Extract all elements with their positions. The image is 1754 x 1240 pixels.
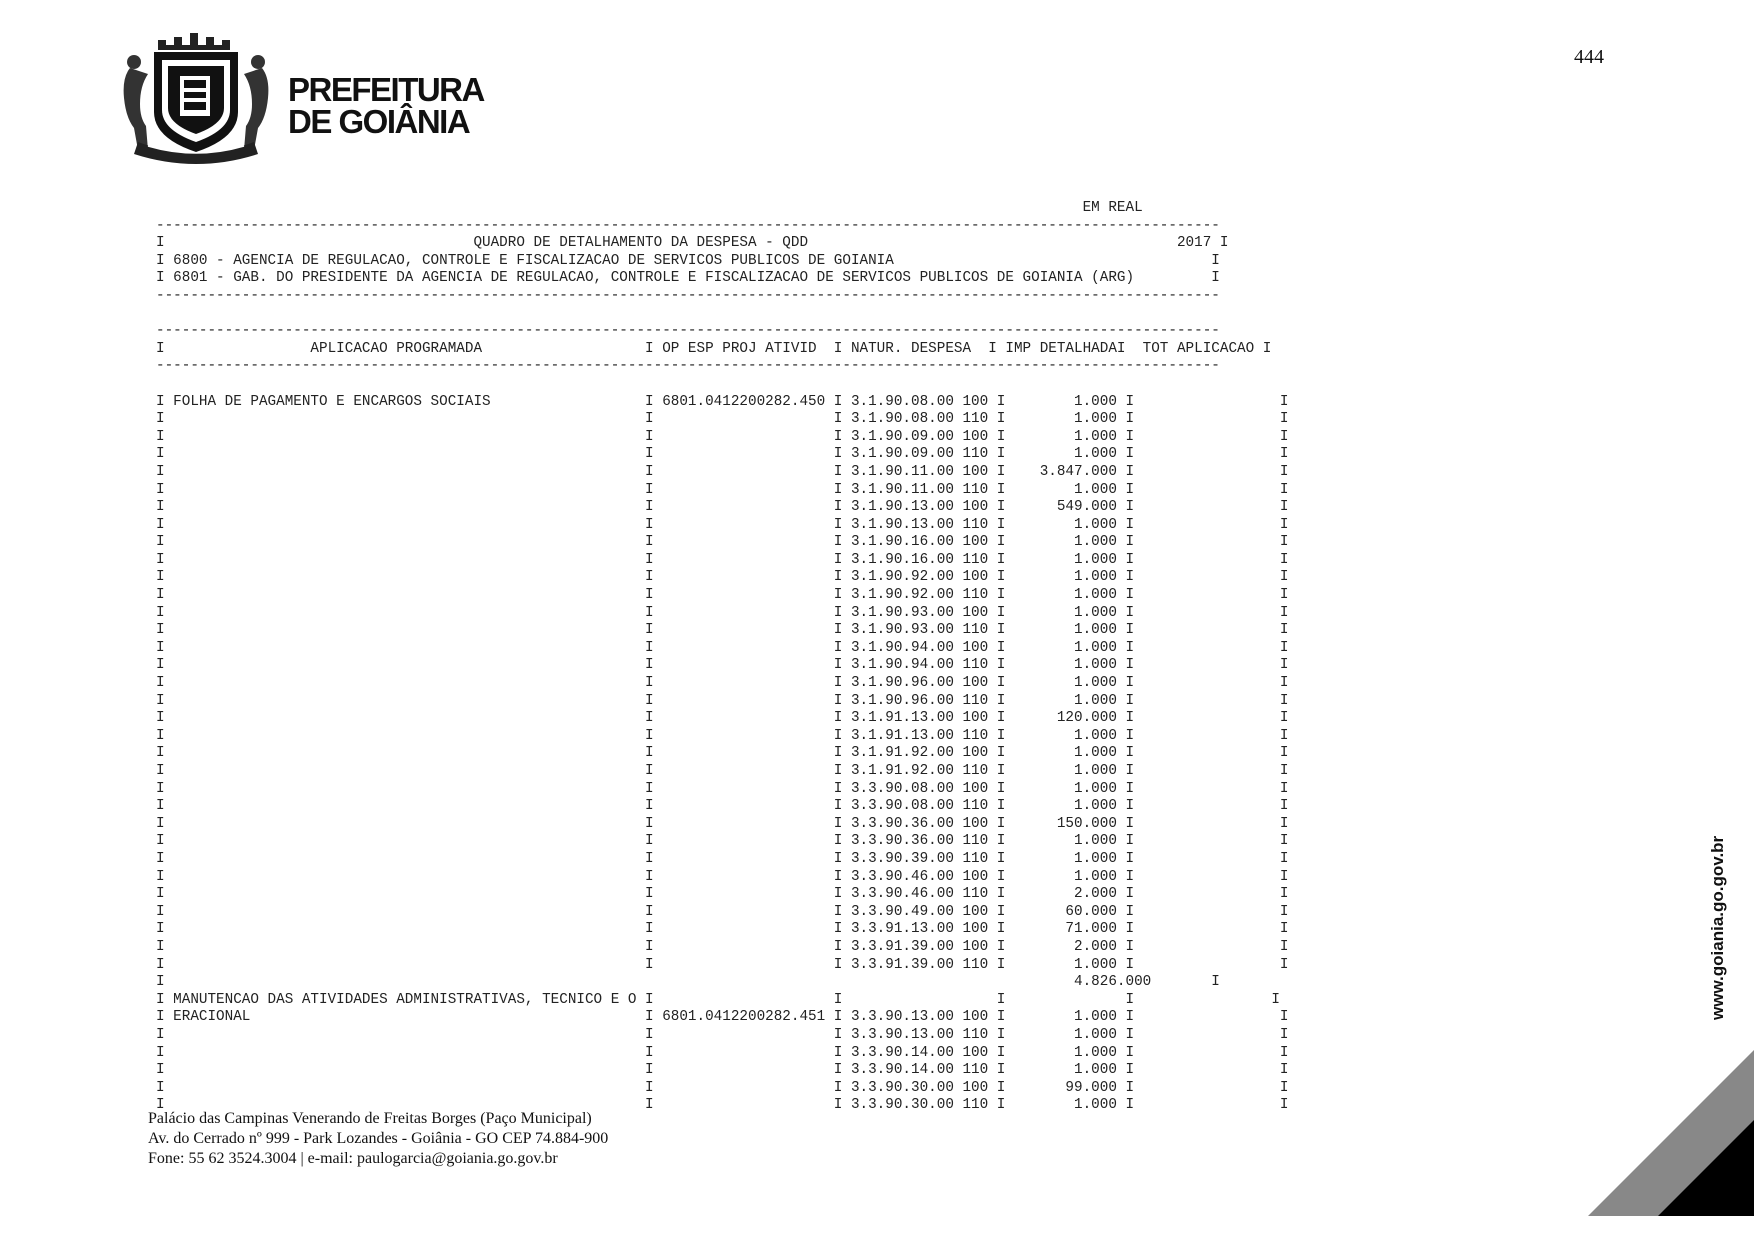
- table-row: I I I 3.1.90.92.00 100 I 1.000 I I: [156, 569, 1289, 586]
- table-row: I I I 3.1.90.13.00 100 I 549.000 I I: [156, 499, 1289, 516]
- blank: [156, 306, 1289, 324]
- report-org-line: I 6800 - AGENCIA DE REGULACAO, CONTROLE E FISCALIZACAO DE SERVICOS PUBLICOS DE GOIANIA I: [156, 252, 1220, 269]
- table-row: I I I 3.3.90.36.00 110 I 1.000 I I: [156, 833, 1289, 850]
- column-header-line: I APLICACAO PROGRAMADA I OP ESP PROJ ATIVID I NATUR. DESPESA I IMP DETALHADAI TOT APLICACAO I: [156, 340, 1272, 357]
- table-row: I I I 3.3.90.13.00 110 I 1.000 I I: [156, 1026, 1289, 1043]
- website-url: www.goiania.go.gov.br: [1708, 835, 1727, 1020]
- table-row: I FOLHA DE PAGAMENTO E ENCARGOS SOCIAIS I 6801.0412200282.450 I 3.1.90.08.00 100 I 1.000 I I: [156, 393, 1289, 410]
- page-number: 444: [1574, 46, 1604, 68]
- table-row: I I I 3.1.90.96.00 110 I 1.000 I I: [156, 692, 1289, 709]
- total-line: I 4.826.000 I: [156, 974, 1220, 991]
- table-row: I I I 3.1.90.08.00 110 I 1.000 I I: [156, 411, 1289, 428]
- table-row: I I I 3.1.90.11.00 100 I 3.847.000 I I: [156, 463, 1289, 480]
- table-row: I I I 3.3.90.39.00 110 I 1.000 I I: [156, 850, 1289, 867]
- table-row: I I I 3.3.90.49.00 100 I 60.000 I I: [156, 903, 1289, 920]
- table-row: I I I 3.1.91.92.00 110 I 1.000 I I: [156, 763, 1289, 779]
- table-row: I ERACIONAL I 6801.0412200282.451 I 3.3.90.13.00 100 I 1.000 I I: [156, 1009, 1289, 1026]
- report-title-line: I QUADRO DE DETALHAMENTO DA DESPESA - QDD 2017 I: [156, 235, 1229, 252]
- qdd-report-listing: [156, 200, 1289, 1115]
- table-row: I I I 3.1.90.09.00 100 I 1.000 I I: [156, 428, 1289, 445]
- table-row: I I I 3.3.91.39.00 110 I 1.000 I I: [156, 956, 1289, 973]
- table-row: I I I 3.1.90.13.00 110 I 1.000 I I: [156, 516, 1289, 533]
- table-row: I I I 3.1.91.13.00 110 I 1.000 I I: [156, 727, 1289, 744]
- table-row: I I I 3.1.90.93.00 110 I 1.000 I I: [156, 622, 1289, 639]
- table-row: I I I 3.3.90.08.00 100 I 1.000 I I: [156, 780, 1289, 797]
- brand-line-2: DE GOIÂNIA: [288, 103, 470, 140]
- table-row: I I I 3.3.91.39.00 100 I 2.000 I I: [156, 938, 1289, 955]
- rule: ----------------------------------------------------------------------------------------------------------------------------: [156, 358, 1220, 375]
- table-row: I I I 3.3.90.08.00 110 I 1.000 I I: [156, 798, 1289, 815]
- table-row: I I I 3.3.91.13.00 100 I 71.000 I I: [156, 921, 1289, 938]
- brand-name: [288, 71, 484, 140]
- table-row: I I I 3.1.90.93.00 100 I 1.000 I I: [156, 604, 1289, 621]
- table-row: I I I 3.1.91.92.00 100 I 1.000 I I: [156, 745, 1289, 762]
- table-row: I I I 3.3.90.36.00 100 I 150.000 I I: [156, 815, 1289, 832]
- rule: ----------------------------------------------------------------------------------------------------------------------------: [156, 287, 1220, 304]
- table-row: I I I 3.1.91.13.00 100 I 120.000 I I: [156, 710, 1289, 727]
- table-row: I I I 3.3.90.46.00 100 I 1.000 I I: [156, 868, 1289, 885]
- corner-decoration: [1588, 1050, 1754, 1216]
- table-row: I MANUTENCAO DAS ATIVIDADES ADMINISTRATIVAS, TECNICO E O I I I I I: [156, 991, 1280, 1008]
- table-row: I I I 3.3.90.30.00 110 I 1.000 I I: [156, 1097, 1289, 1114]
- footer-line-2: Av. do Cerrado nº 999 - Park Lozandes - Goiânia - GO CEP 74.884-900: [148, 1130, 609, 1147]
- footer-address: [148, 1109, 608, 1169]
- footer-line-1: Palácio das Campinas Venerando de Freitas Borges (Paço Municipal): [148, 1110, 592, 1127]
- table-row: I I I 3.1.90.11.00 110 I 1.000 I I: [156, 481, 1289, 498]
- report-unit-line: I 6801 - GAB. DO PRESIDENTE DA AGENCIA DE REGULACAO, CONTROLE E FISCALIZACAO DE SERVICOS PUBLICOS DE GOIANIA (ARG) I: [156, 270, 1220, 287]
- table-row: I I I 3.1.90.96.00 100 I 1.000 I I: [156, 675, 1289, 692]
- table-row: I I I 3.3.90.14.00 100 I 1.000 I I: [156, 1044, 1289, 1061]
- table-row: I I I 3.3.90.46.00 110 I 2.000 I I: [156, 886, 1289, 903]
- brand-line-1: PREFEITURA: [288, 71, 484, 108]
- table-row: I I I 3.1.90.16.00 100 I 1.000 I I: [156, 534, 1289, 551]
- table-row: I I I 3.1.90.94.00 100 I 1.000 I I: [156, 639, 1289, 656]
- table-row: I I I 3.1.90.09.00 110 I 1.000 I I: [156, 446, 1289, 463]
- table-row: I I I 3.3.90.30.00 100 I 99.000 I I: [156, 1079, 1289, 1096]
- footer-line-3: Fone: 55 62 3524.3004 | e-mail: paulogarcia@goiania.go.gov.br: [148, 1150, 558, 1167]
- rule: ----------------------------------------------------------------------------------------------------------------------------: [156, 217, 1220, 234]
- table-row: I I I 3.3.90.14.00 110 I 1.000 I I: [156, 1062, 1289, 1079]
- rule: ----------------------------------------------------------------------------------------------------------------------------: [156, 323, 1220, 340]
- table-row: I I I 3.1.90.94.00 110 I 1.000 I I: [156, 657, 1289, 674]
- blank: [156, 376, 1289, 394]
- prefeitura-coat-of-arms-logo: [118, 28, 274, 164]
- currency-label: EM REAL: [156, 200, 1143, 216]
- table-row: I I I 3.1.90.16.00 110 I 1.000 I I: [156, 551, 1289, 568]
- table-row: I I I 3.1.90.92.00 110 I 1.000 I I: [156, 587, 1289, 604]
